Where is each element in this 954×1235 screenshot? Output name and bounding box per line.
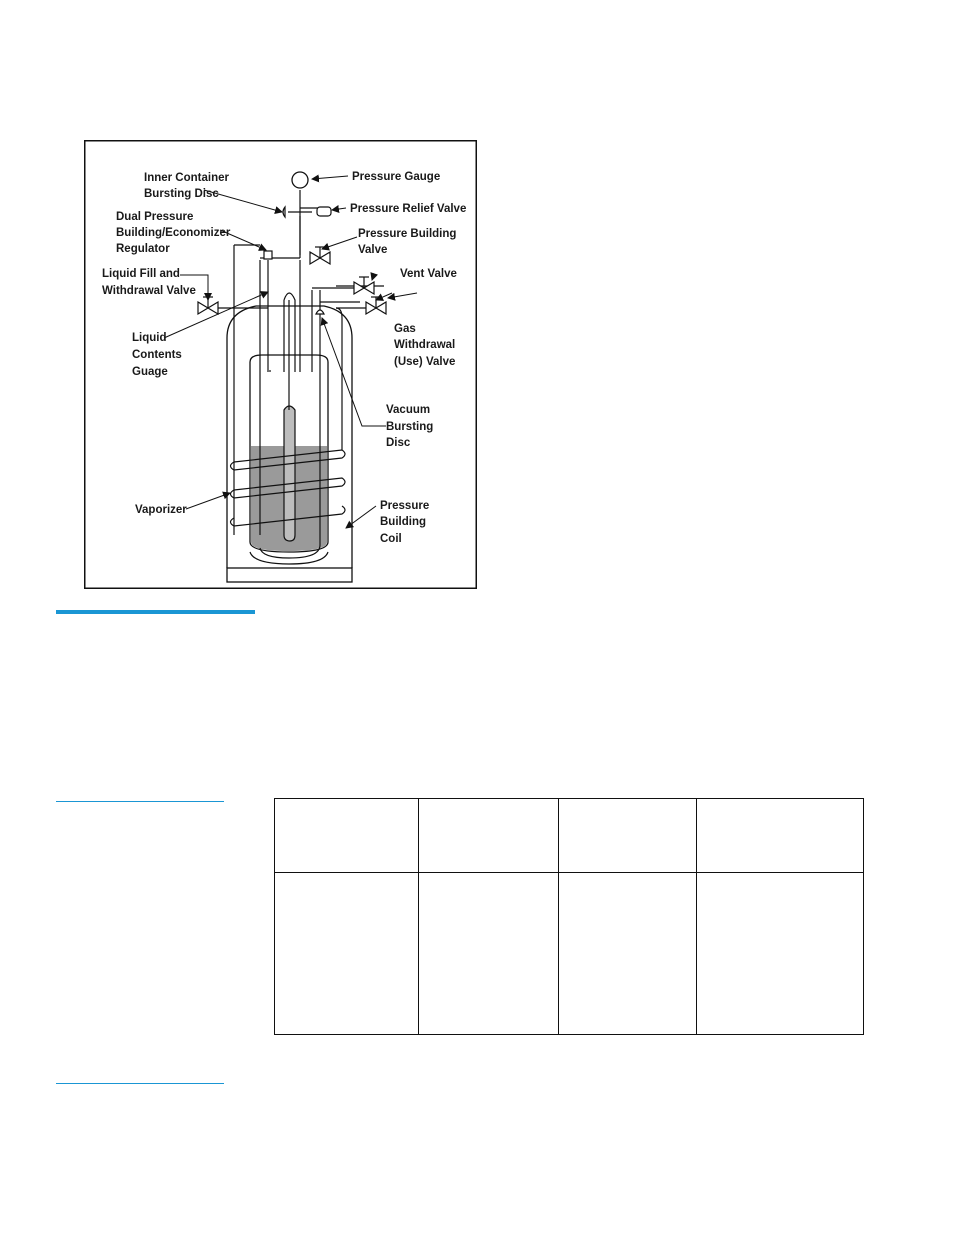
label-valve: Valve — [358, 244, 388, 256]
table-row — [275, 873, 864, 1035]
label-contents: Contents — [132, 349, 182, 361]
table-cell — [697, 873, 864, 1035]
table-cell — [275, 873, 419, 1035]
label-withdrawal-valve: Withdrawal Valve — [102, 285, 196, 297]
label-use-valve: (Use) Valve — [394, 356, 456, 368]
label-vent-valve: Vent Valve — [400, 268, 457, 280]
label-pressure-gauge: Pressure Gauge — [352, 171, 441, 183]
table-header-row — [275, 799, 864, 873]
section-rule-bottom — [56, 1083, 224, 1084]
label-guage: Guage — [132, 366, 168, 378]
label-pressure: Pressure — [380, 500, 430, 512]
label-building: Building — [380, 516, 426, 528]
label-bursting-disc: Bursting Disc — [144, 188, 219, 200]
label-liquid: Liquid — [132, 332, 167, 344]
label-coil: Coil — [380, 533, 402, 545]
label-dual-pressure: Dual Pressure — [116, 211, 194, 223]
table-cell — [419, 873, 559, 1035]
label-gas: Gas — [394, 323, 416, 335]
label-vacuum: Vacuum — [386, 404, 431, 416]
table-cell — [275, 799, 419, 873]
empty-table — [274, 798, 864, 1035]
label-building-economizer: Building/Economizer — [116, 227, 231, 239]
label-liquid-fill-and: Liquid Fill and — [102, 268, 180, 280]
label-withdrawal: Withdrawal — [394, 339, 456, 351]
label-pressure-relief-valve: Pressure Relief Valve — [350, 203, 467, 215]
label-regulator: Regulator — [116, 243, 170, 255]
section-rule-thick — [56, 610, 255, 614]
table-cell — [419, 799, 559, 873]
relief-valve-body — [317, 207, 331, 216]
label-vaporizer: Vaporizer — [135, 504, 187, 516]
table-cell — [697, 799, 864, 873]
table-cell — [559, 873, 697, 1035]
label-pressure-building: Pressure Building — [358, 228, 457, 240]
label-inner-container: Inner Container — [144, 172, 229, 184]
table-cell — [559, 799, 697, 873]
cryogenic-container-diagram — [84, 140, 477, 589]
section-rule-table — [56, 801, 224, 802]
pressure-gauge-dial — [292, 172, 308, 188]
label-bursting: Bursting — [386, 421, 434, 433]
label-disc: Disc — [386, 437, 411, 449]
bursting-disc-symbol — [283, 207, 285, 217]
